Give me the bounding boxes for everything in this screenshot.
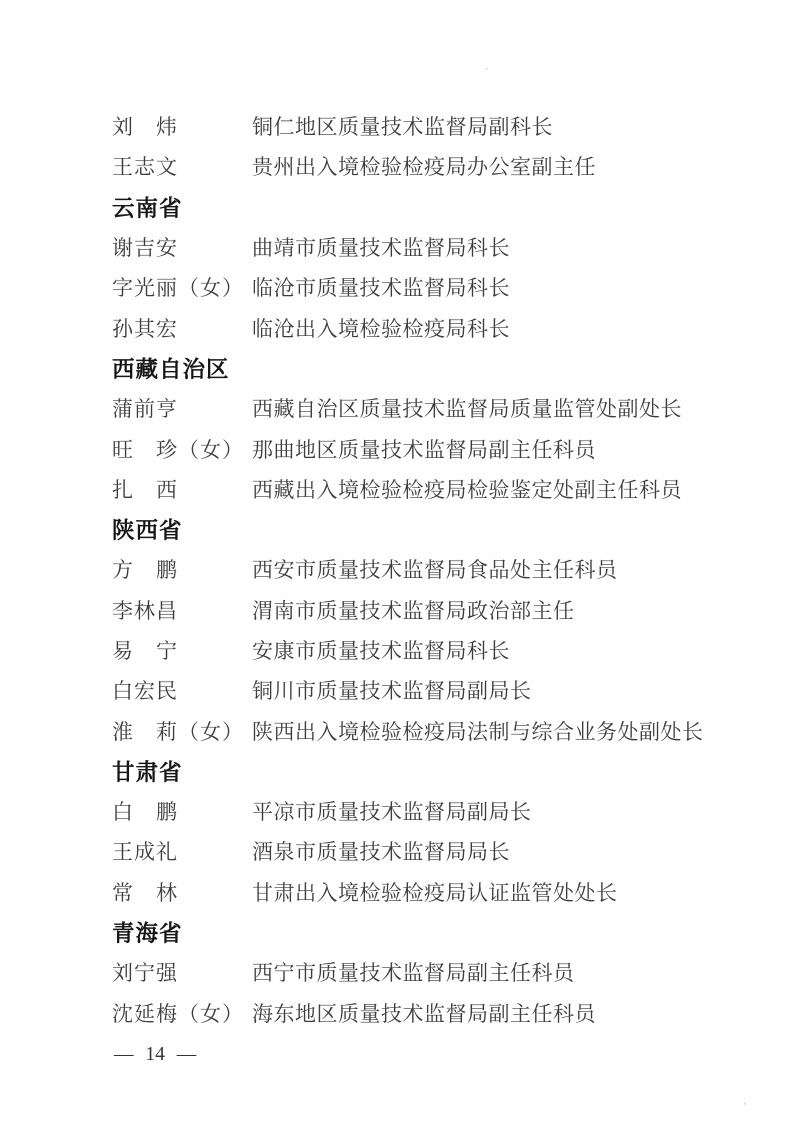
appointee-name: 李林昌 [112,598,178,623]
appointee-name: 白 鹏 [112,800,178,825]
appointee-name: 易 宁 [112,639,178,663]
appointee-name: 白宏民 [112,679,178,704]
appointee-name: 蒲前亨 [112,397,178,422]
appointee-row [112,267,742,307]
section-header: 陕西省 [112,518,183,544]
appointee-title: 西藏出入境检验检疫局检验鉴定处副主任科员 [252,477,682,502]
scan-speck [744,1102,746,1105]
section-header-row [112,509,742,549]
appointee-name: 王成礼 [112,840,178,865]
appointee-name: 常 林 [112,880,178,905]
section-header: 青海省 [112,921,183,947]
appointee-name: 扎 西 [112,477,178,502]
appointee-name: 旺 珍（女） [112,437,244,462]
appointee-row [112,791,742,831]
appointee-title: 渭南市质量技术监督局政治部主任 [252,598,575,623]
appointee-title: 铜仁地区质量技术监督局副科长 [252,115,553,140]
appointee-list [112,106,742,1033]
appointee-row [112,670,742,710]
appointee-title: 铜川市质量技术监督局副局长 [252,679,532,704]
appointee-title: 甘肃出入境检验检疫局认证监管处处长 [252,880,618,905]
appointee-title: 西藏自治区质量技术监督局质量监管处副处长 [252,397,682,422]
appointee-title: 安康市质量技术监督局科长 [252,639,510,663]
appointee-name: 淮 莉（女） [112,719,244,744]
appointee-title: 临沧市质量技术监督局科长 [252,276,510,301]
page-number: — 14 — [114,1044,197,1065]
appointee-name: 刘 炜 [112,115,178,140]
appointee-row [112,307,742,347]
appointee-name: 沈延梅（女） [112,1001,244,1026]
appointee-row [112,227,742,267]
appointee-row [112,428,742,468]
section-header-row [112,751,742,791]
appointee-row [112,872,742,912]
appointee-title: 临沧出入境检验检疫局科长 [252,316,510,341]
appointee-row [112,993,742,1033]
appointee-row [112,469,742,509]
appointee-row [112,549,742,589]
section-header-row [112,187,742,227]
appointee-title: 贵州出入境检验检疫局办公室副主任 [252,155,596,180]
section-header: 西藏自治区 [112,356,230,382]
appointee-title: 曲靖市质量技术监督局科长 [252,236,510,261]
appointee-title: 那曲地区质量技术监督局副主任科员 [252,437,596,462]
appointee-title: 海东地区质量技术监督局副主任科员 [252,1001,596,1026]
section-header-row [112,912,742,952]
appointee-title: 西安市质量技术监督局食品处主任科员 [252,558,618,583]
appointee-row [112,146,742,186]
appointee-name: 刘宁强 [112,961,178,986]
appointee-title: 酒泉市质量技术监督局局长 [252,840,510,865]
appointee-name: 方 鹏 [112,558,178,583]
appointee-row [112,106,742,146]
scan-speck [485,68,488,70]
section-header: 甘肃省 [112,759,183,785]
appointee-title: 平凉市质量技术监督局副局长 [252,800,532,825]
appointee-name: 孙其宏 [112,316,178,341]
appointee-title: 西宁市质量技术监督局副主任科员 [252,961,575,986]
appointee-row [112,590,742,630]
appointee-name: 字光丽（女） [112,276,244,301]
appointee-name: 王志文 [112,155,178,180]
section-header: 云南省 [112,195,183,221]
appointee-row [112,831,742,871]
appointee-row [112,630,742,670]
appointee-title: 陕西出入境检验检疫局法制与综合业务处副处长 [252,719,704,744]
section-header-row [112,348,742,388]
appointee-name: 谢吉安 [112,236,178,261]
appointee-row [112,952,742,992]
appointee-row [112,388,742,428]
appointee-row [112,710,742,750]
